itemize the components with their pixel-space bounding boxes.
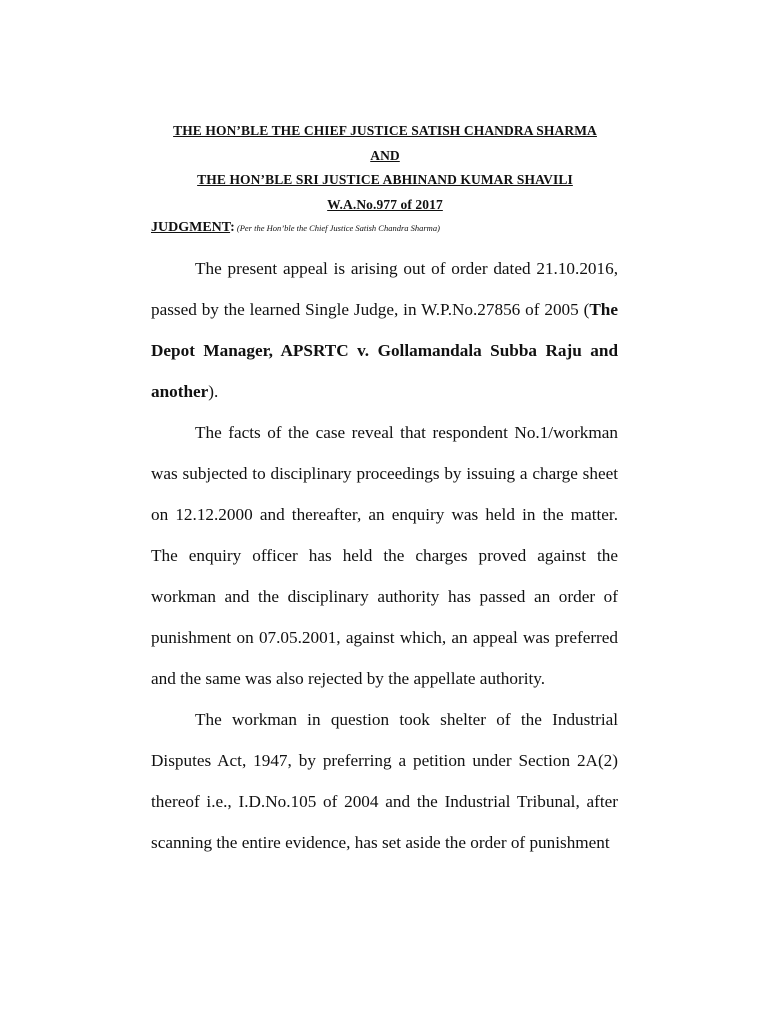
case-title: The Depot Manager, APSRTC v. Gollamandala Subba Raju and another (151, 300, 618, 401)
paragraph-1 (151, 248, 618, 412)
bench-line-2: THE HON’BLE SRI JUSTICE ABHINAND KUMAR SHAVILI (197, 172, 573, 187)
paragraph-1-text: The present appeal is arising out of order dated 21.10.2016, passed by the learned Single Judge, in W.P.No.27856 of 2005 ( (151, 259, 618, 319)
judgment-heading (151, 220, 440, 236)
bench-line-and: AND (370, 148, 400, 163)
paragraph-2: The facts of the case reveal that respondent No.1/workman was subjected to disciplinary proceedings by issuing a charge sheet on 12.12.2000 and thereafter, an enquiry was held in the matter. The enquiry officer has held the charges proved against the workman and the disciplinary authority has passed an order of punishment on 07.05.2001, against which, an appeal was preferred and the same was also rejected by the appellate authority. (151, 423, 618, 688)
judgment-colon: : (230, 220, 235, 235)
paragraph-3: The workman in question took shelter of the Industrial Disputes Act, 1947, by preferring a petition under Section 2A(2) thereof i.e., I.D.No.105 of 2004 and the Industrial Tribunal, after scanning the entire evidence, has set aside the order of punishment (151, 710, 618, 852)
case-number: W.A.No.977 of 2017 (327, 197, 443, 212)
bench-line-1: THE HON’BLE THE CHIEF JUSTICE SATISH CHANDRA SHARMA (173, 123, 597, 138)
judgment-body (151, 248, 618, 863)
paragraph-1-end: ). (208, 382, 219, 401)
judgment-author: (Per the Hon’ble the Chief Justice Satish Chandra Sharma) (234, 223, 440, 233)
judgment-label: JUDGMENT (151, 220, 231, 235)
